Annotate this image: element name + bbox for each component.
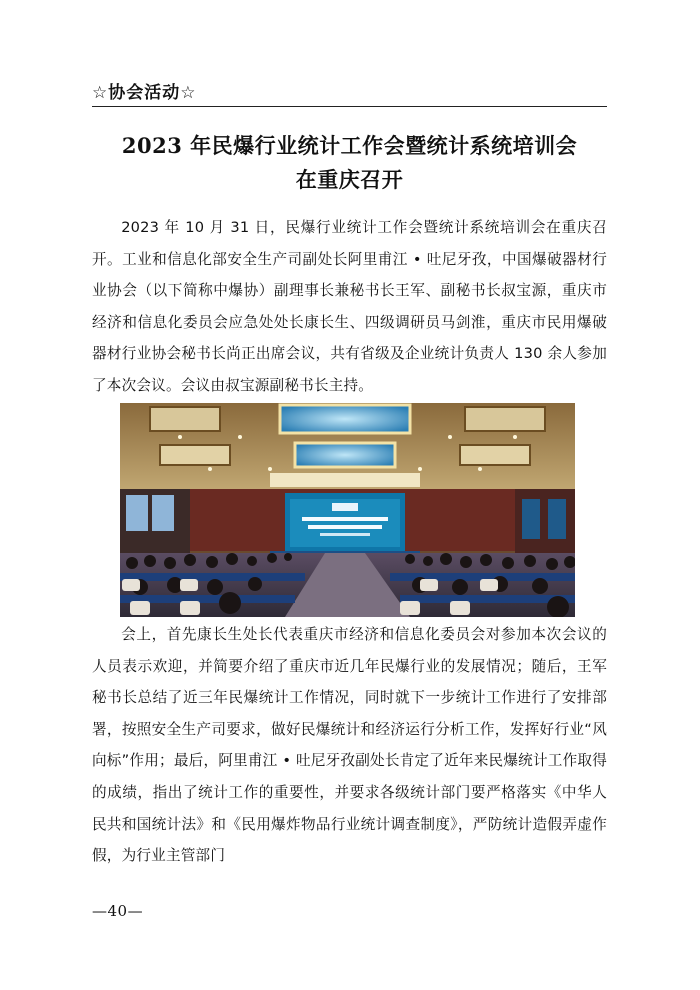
article-title-line2: 在重庆召开 [295,167,404,192]
article-title-line1: 2023 年民爆行业统计工作会暨统计系统培训会 [121,133,578,158]
section-header: ☆协会活动☆ [92,83,197,103]
article-paragraph-1: 2023 年 10 月 31 日，民爆行业统计工作会暨统计系统培训会在重庆召开。工业和信息化部安全生产司副处长阿里甫江 • 吐尼牙孜，中国爆破器材行业协会（以下简称中爆协）副理事长兼秘书长王军、副秘书长叔宝源，重庆市经济和信息化委员会应急处处长康长生、四级调研员马剑淮，重庆市民用爆破器材行业协会秘书长尚正出席会议，共有省级及企业统计负责人 130 余人参加了本次会议。会议由叔宝源副秘书长主持。 [92,219,607,394]
conference-hall-photo [120,403,575,617]
conference-hall-illustration [120,403,575,617]
header-divider [92,106,607,107]
page-number: —40— [92,902,144,920]
article-paragraph-2: 会上，首先康长生处长代表重庆市经济和信息化委员会对参加本次会议的人员表示欢迎，并简要介绍了重庆市近几年民爆行业的发展情况；随后，王军秘书长总结了近三年民爆统计工作情况，同时就下一步统计工作进行了安排部署，按照安全生产司要求，做好民爆统计和经济运行分析工作，发挥好行业“风向标”作用；最后，阿里甫江 • 吐尼牙孜副处长肯定了近年来民爆统计工作取得的成绩，指出了统计工作的重要性，并要求各级统计部门要严格落实《中华人民共和国统计法》和《民用爆炸物品行业统计调查制度》，严防统计造假弄虚作假，为行业主管部门 [92,626,607,865]
